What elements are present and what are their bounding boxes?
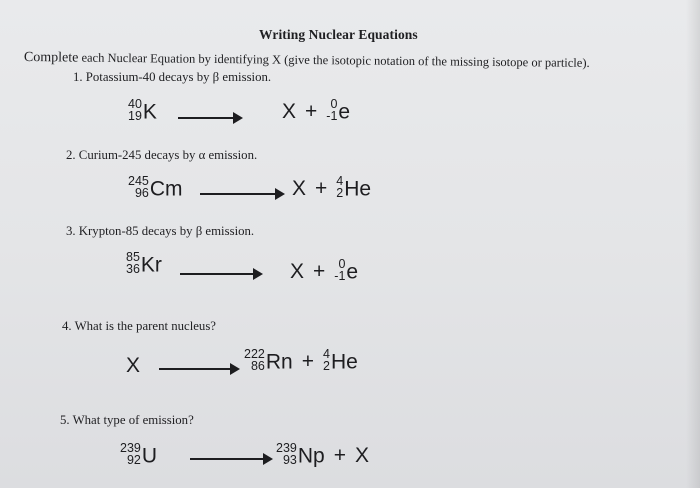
product-nuclide xyxy=(276,441,325,468)
atomic-number: -1 xyxy=(326,109,338,124)
reaction-arrow-icon xyxy=(159,368,237,370)
question-5-label: 5. What type of emission? xyxy=(60,413,194,427)
reactant-nuclide xyxy=(128,174,183,201)
instructions-text: each Nuclear Equation by identifying X (give the isotopic notation of the missing isotope or particle). xyxy=(78,50,590,70)
atomic-number: 86 xyxy=(250,359,265,374)
particle-symbol: e xyxy=(338,100,351,124)
equation-4-products xyxy=(244,347,358,374)
equation-4 xyxy=(126,354,140,378)
page-edge-shadow xyxy=(686,0,700,488)
emitted-particle xyxy=(336,174,372,201)
mass-number: 239 xyxy=(120,441,141,456)
question-1-label: 1. Potassium-40 decays by β emission. xyxy=(73,70,272,84)
mass-number: 4 xyxy=(336,174,344,189)
mass-number: 0 xyxy=(338,257,346,272)
plus-sign: + xyxy=(305,100,318,123)
element-symbol: U xyxy=(141,444,158,468)
equation-3 xyxy=(126,250,162,277)
element-symbol: Np xyxy=(297,444,325,468)
reactant-nuclide xyxy=(126,250,162,277)
particle-symbol: He xyxy=(330,350,358,374)
plus-sign: + xyxy=(315,177,328,200)
question-3-label: 3. Krypton-85 decays by β emission. xyxy=(66,224,255,238)
instructions-lead: Complete xyxy=(23,50,79,66)
equation-5-products xyxy=(276,441,369,468)
question-2-label: 2. Curium-245 decays by α emission. xyxy=(66,148,258,162)
mass-number: 40 xyxy=(128,97,142,112)
equation-5 xyxy=(120,441,158,468)
mass-number: 222 xyxy=(244,347,265,362)
atomic-number: 96 xyxy=(134,186,149,201)
reaction-arrow-icon xyxy=(190,458,270,460)
emitted-particle xyxy=(326,97,351,124)
product-symbol: X xyxy=(292,177,307,200)
element-symbol: K xyxy=(142,100,157,124)
atomic-number: 36 xyxy=(126,262,140,277)
atomic-number: 92 xyxy=(126,453,141,468)
product-symbol: X xyxy=(282,100,297,123)
question-4-label: 4. What is the parent nucleus? xyxy=(62,319,216,333)
reactant-nuclide xyxy=(128,97,157,124)
plus-sign: + xyxy=(333,444,346,467)
equation-3-products xyxy=(290,257,359,284)
particle-symbol: e xyxy=(346,260,359,284)
element-symbol: Kr xyxy=(140,253,162,277)
mass-number: 245 xyxy=(128,174,149,189)
equation-1 xyxy=(128,97,157,124)
product-nuclide xyxy=(244,347,293,374)
emitted-particle xyxy=(322,347,358,374)
element-symbol: Rn xyxy=(265,350,293,374)
element-symbol: Cm xyxy=(149,177,183,201)
reaction-arrow-icon xyxy=(180,273,260,275)
reaction-arrow-icon xyxy=(178,117,240,119)
reaction-arrow-icon xyxy=(200,193,282,195)
atomic-number: 2 xyxy=(322,359,330,374)
product-symbol: X xyxy=(290,260,305,283)
worksheet-title: Writing Nuclear Equations xyxy=(259,27,418,42)
mass-number: 85 xyxy=(126,250,140,265)
equation-2 xyxy=(128,174,183,201)
mass-number: 239 xyxy=(276,441,297,456)
unknown-emission: X xyxy=(354,444,369,467)
equation-1-products xyxy=(282,97,351,124)
atomic-number: 2 xyxy=(336,186,344,201)
plus-sign: + xyxy=(301,350,314,373)
equation-2-products xyxy=(292,174,372,201)
emitted-particle xyxy=(334,257,359,284)
parent-nucleus-unknown: X xyxy=(126,354,141,377)
reactant-nuclide xyxy=(120,441,158,468)
atomic-number: -1 xyxy=(334,269,346,284)
atomic-number: 93 xyxy=(282,453,297,468)
mass-number: 0 xyxy=(330,97,338,112)
mass-number: 4 xyxy=(322,347,330,362)
plus-sign: + xyxy=(313,260,326,283)
instructions xyxy=(24,50,590,72)
atomic-number: 19 xyxy=(128,109,142,124)
particle-symbol: He xyxy=(344,177,372,201)
